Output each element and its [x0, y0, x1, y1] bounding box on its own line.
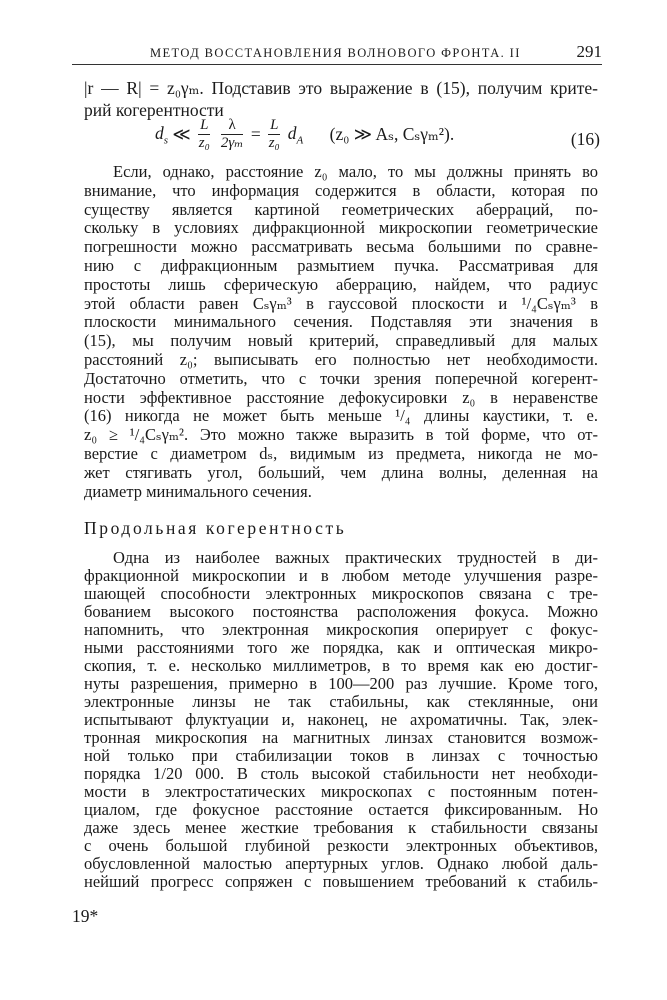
text-line: ными расстояниями того же порядка, как и оптическая микро- [84, 638, 598, 657]
formula-body [155, 117, 454, 152]
text-line: верстие с диаметром dₛ, видимым из предмета, никогда не мо- [84, 444, 598, 463]
text-line: простоты лишь сферическую аберрацию, найдем, что радиус [84, 274, 598, 294]
text-line: обусловленной малостью апертурных углов. Однако любой даль- [84, 854, 598, 873]
text-line: z₀ ≥ ¹/₄Cₛγₘ². Это можно также выразить в той форме, что от- [84, 425, 598, 445]
text-line: погрешности можно рассматривать весьма большими по сравне- [84, 237, 598, 257]
text-line: внимание, что информация содержится в области, которая по [84, 180, 598, 200]
text-line: даже здесь менее жесткие требования к стабильности связаны [84, 818, 598, 837]
formula-condition: (z₀ ≫ Aₛ, Cₛγₘ²). [329, 124, 455, 144]
text-line: плоскости минимального сечения. Подставляя эти значения в [84, 312, 598, 332]
text-line: ности эффективное расстояние дефокусировки z₀ в неравенстве [84, 387, 598, 407]
running-header [150, 42, 602, 64]
text-line: существу является картиной геометрических аберраций, по- [84, 199, 598, 219]
text-line: диаметр минимального сечения. [84, 481, 312, 501]
text-line: циалом, где фокусное расстояние остается фиксированным. Но [84, 800, 598, 819]
formula-eq: = [250, 124, 261, 144]
frac3-num: L [270, 117, 279, 133]
text-line: рий когерентности [84, 100, 224, 120]
text-line: нуты разрешения, примерно в 100—200 раз лучшие. Кроме того, [84, 674, 598, 693]
text-line: мости в электростатических микроскопах с постоянным потен- [84, 782, 598, 801]
text-line: Если, однако, расстояние z₀ мало, то мы должны принять во [113, 162, 598, 181]
formula-16 [155, 117, 600, 159]
section-heading: Продольная когерентность [84, 518, 347, 538]
running-title: МЕТОД ВОССТАНОВЛЕНИЯ ВОЛНОВОГО ФРОНТА. II [150, 46, 521, 60]
text-line: шающей способности электронных микроскопов связана с тре- [84, 584, 598, 603]
header-rule [72, 64, 602, 65]
text-line: расстояний z₀; выписывать его полностью нет необходимости. [84, 350, 598, 369]
text-line: напомнить, что электронная микроскопия оперирует с фокус- [84, 620, 598, 639]
text-line: этой области равен Cₛγₘ³ в гауссовой плоскости и ¹/₄Cₛγₘ³ в [84, 293, 598, 313]
frac3-den: z₀ [268, 135, 280, 151]
frac1-den: z₀ [198, 135, 210, 151]
formula-da-sub: A [296, 134, 304, 147]
text-line: ной только при стабилизации токов в линзах с точностью [84, 746, 598, 765]
text-line: Одна из наиболее важных практических трудностей в ди- [113, 548, 598, 567]
text-line: нию с дифракционным размытием пучка. Рассматривая для [84, 256, 598, 275]
frac2-num: λ [221, 117, 244, 135]
page-number: 291 [576, 42, 602, 61]
frac2-den: 2γₘ [220, 135, 244, 151]
text-line: жет стягивать угол, больший, чем длина волны, деленная на [84, 462, 598, 482]
text-line: (15), мы получим новый критерий, справедливый для малых [84, 331, 598, 351]
formula-ds-sub: s [163, 134, 169, 147]
text-line: скольку в условиях дифракционной микроскопии геометрические [84, 218, 598, 238]
formula-da: d [287, 122, 297, 143]
text-line: электронные линзы не так стабильны, как стеклянные, они [84, 692, 598, 711]
text-line: испытывают флуктуации и, наконец, не ахроматичны. Так, элек- [84, 710, 598, 729]
text-line: фракционной микроскопии и в любом методе улучшения разре- [84, 566, 598, 585]
text-line: скопия, т. е. несколько миллиметров, в то время как ею достиг- [84, 656, 598, 675]
text-line: |r — R| = z₀γₘ. Подставив это выражение в (15), получим крите- [84, 78, 598, 98]
text-line: порядка 1/20 000. В столь высокой стабильности нет необходи- [84, 764, 598, 783]
text-line: (16) никогда не может быть меньше ¹/₄ длины каустики, т. е. [84, 406, 598, 426]
signature-mark: 19* [72, 906, 99, 926]
text-line: тронная микроскопия на магнитных линзах становится возмож- [84, 728, 598, 747]
text-line: бованием высокого постоянства расположения фокуса. Можно [84, 602, 598, 621]
text-line: с очень большой глубиной резкости электронных объективов, [84, 836, 598, 855]
formula-rel: ≪ [172, 124, 191, 144]
text-line: нейший прогресс сопряжен с повышением требований к стабиль- [84, 872, 598, 891]
text-line: Достаточно отметить, что с точки зрения поперечной когерент- [84, 368, 598, 388]
formula-ds: d [155, 122, 164, 143]
frac1-num: L [200, 117, 209, 133]
equation-number: (16) [570, 129, 600, 149]
